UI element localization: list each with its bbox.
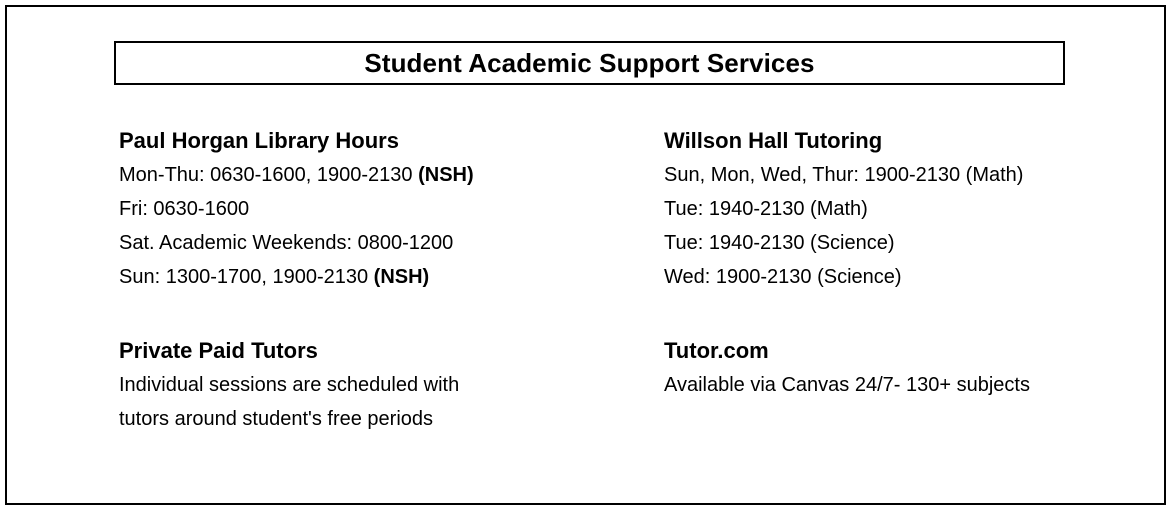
private-tutors-line: Individual sessions are scheduled with <box>119 374 460 396</box>
willson-hall-heading: Willson Hall Tutoring <box>664 128 883 153</box>
private-tutors-line: tutors around student's free periods <box>119 408 434 430</box>
tutor-com-heading: Tutor.com <box>664 338 769 363</box>
library-hours-section <box>119 124 589 294</box>
page-title: Student Academic Support Services <box>364 47 815 78</box>
nsh-note: (NSH) <box>418 164 474 186</box>
library-hours-line: Sat. Academic Weekends: 0800-1200 <box>119 232 454 254</box>
library-hours-line: Fri: 0630-1600 <box>119 198 250 220</box>
willson-hall-line: Tue: 1940-2130 (Math) <box>664 198 868 220</box>
library-hours-heading: Paul Horgan Library Hours <box>119 128 399 153</box>
tutor-com-section <box>664 334 1134 402</box>
tutor-com-line: Available via Canvas 24/7- 130+ subjects <box>664 374 1030 396</box>
nsh-note: (NSH) <box>373 266 430 288</box>
library-hours-line: Sun: 1300-1700, 1900-2130 (NSH) <box>119 266 430 288</box>
title-box <box>114 41 1065 85</box>
private-tutors-section <box>119 334 589 436</box>
willson-hall-line: Sun, Mon, Wed, Thur: 1900-2130 (Math) <box>664 164 1024 186</box>
private-tutors-heading: Private Paid Tutors <box>119 338 318 363</box>
willson-hall-section <box>664 124 1134 294</box>
library-hours-line: Mon-Thu: 0630-1600, 1900-2130 (NSH) <box>119 164 474 186</box>
willson-hall-line: Wed: 1900-2130 (Science) <box>664 266 902 288</box>
willson-hall-line: Tue: 1940-2130 (Science) <box>664 232 895 254</box>
